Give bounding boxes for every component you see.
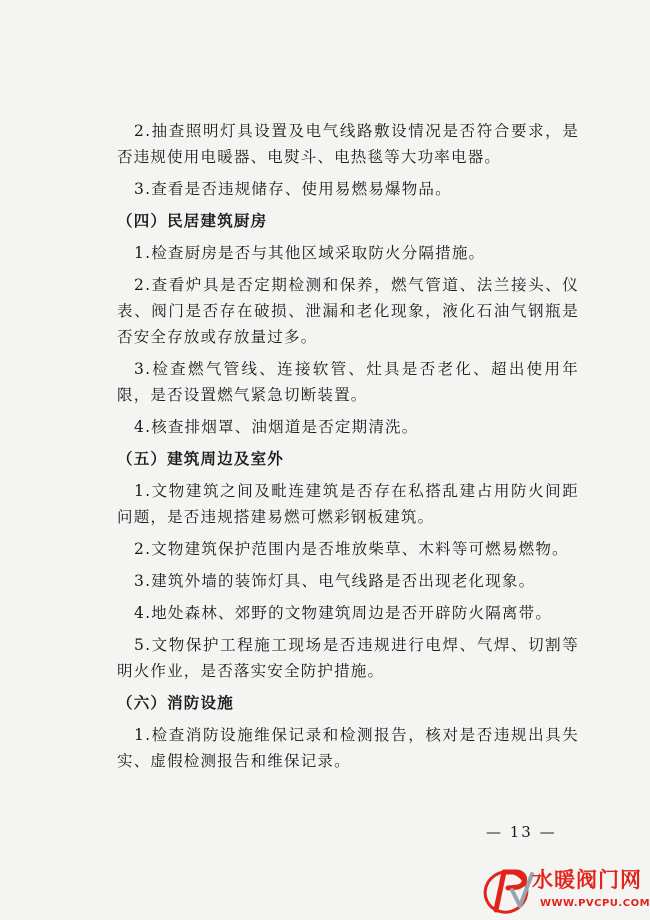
paragraph: 2.文物建筑保护范围内是否堆放柴草、木料等可燃易燃物。 xyxy=(134,540,569,558)
document-body xyxy=(117,118,579,774)
site-watermark xyxy=(482,860,650,920)
page-number: — 13 — xyxy=(486,823,557,841)
paragraph: 5.文物保护工程施工现场是否违规进行电焊、气焊、切割等明火作业，是否落实安全防护措施。 xyxy=(117,636,579,680)
section-heading: （五）建筑周边及室外 xyxy=(117,449,285,468)
paragraph: 1.文物建筑之间及毗连建筑是否存在私搭乱建占用防火间距问题，是否违规搭建易燃可燃彩钢板建筑。 xyxy=(117,482,579,526)
pv-logo-icon xyxy=(482,860,538,918)
paragraph: 4.地处森林、郊野的文物建筑周边是否开辟防火隔离带。 xyxy=(134,604,553,622)
paragraph: 2.抽查照明灯具设置及电气线路敷设情况是否符合要求，是否违规使用电暖器、电熨斗、电热毯等大功率电器。 xyxy=(117,122,579,166)
paragraph: 4.核查排烟罩、油烟道是否定期清洗。 xyxy=(134,418,419,436)
paragraph: 3.建筑外墙的装饰灯具、电气线路是否出现老化现象。 xyxy=(134,572,536,590)
paragraph: 1.检查厨房是否与其他区域采取防火分隔措施。 xyxy=(134,244,486,262)
paragraph: 2.查看炉具是否定期检测和保养，燃气管道、法兰接头、仪表、阀门是否存在破损、泄漏和老化现象，液化石油气钢瓶是否安全存放或存放量过多。 xyxy=(117,276,579,346)
paragraph: 1.检查消防设施维保记录和检测报告，核对是否违规出具失实、虚假检测报告和维保记录。 xyxy=(117,726,579,770)
watermark-title: 水暖阀门网 xyxy=(532,868,642,892)
watermark-url: WWW.PVCPU.COM xyxy=(540,898,650,909)
paragraph: 3.查看是否违规储存、使用易燃易爆物品。 xyxy=(134,180,452,198)
section-heading: （六）消防设施 xyxy=(117,693,234,712)
section-heading: （四）民居建筑厨房 xyxy=(117,211,268,230)
paragraph: 3.检查燃气管线、连接软管、灶具是否老化、超出使用年限，是否设置燃气紧急切断装置。 xyxy=(117,360,579,404)
